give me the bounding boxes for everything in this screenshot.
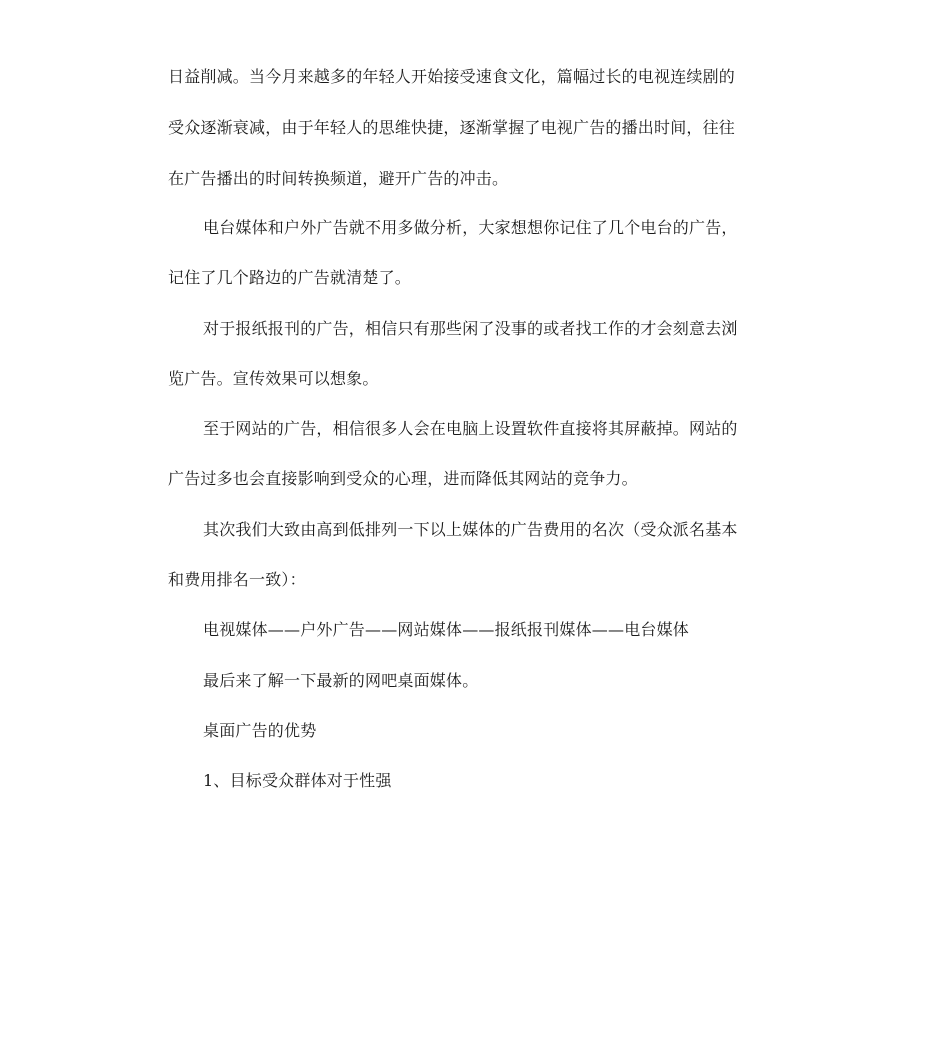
paragraph-1-line-3: 在广告播出的时间转换频道，避开广告的冲击。	[168, 169, 509, 188]
paragraph-4-line-2: 广告过多也会直接影响到受众的心理，进而降低其网站的竞争力。	[168, 469, 638, 488]
paragraph-5-line-1: 其次我们大致由高到低排列一下以上媒体的广告费用的名次（受众派名基本	[203, 520, 738, 539]
paragraph-2-line-2: 记住了几个路边的广告就清楚了。	[168, 268, 412, 287]
paragraph-3-line-2: 览广告。宣传效果可以想象。	[168, 369, 379, 388]
section-heading: 桌面广告的优势	[203, 721, 317, 740]
paragraph-4-line-1: 至于网站的广告，相信很多人会在电脑上设置软件直接将其屏蔽掉。网站的	[203, 419, 738, 438]
paragraph-3-line-1: 对于报纸报刊的广告，相信只有那些闲了没事的或者找工作的才会刻意去浏	[203, 319, 738, 338]
paragraph-1-line-1: 日益削减。当今月来越多的年轻人开始接受速食文化，篇幅过长的电视连续剧的	[168, 67, 736, 86]
paragraph-2-line-1: 电台媒体和户外广告就不用多做分析，大家想想你记住了几个电台的广告，	[203, 218, 738, 237]
paragraph-7-line-1: 最后来了解一下最新的网吧桌面媒体。	[203, 671, 479, 690]
paragraph-1-line-2: 受众逐渐衰减，由于年轻人的思维快捷，逐渐掌握了电视广告的播出时间，往往	[168, 118, 736, 137]
media-ranking-line: 电视媒体——户外广告——网站媒体——报纸报刊媒体——电台媒体	[203, 620, 690, 639]
list-item-1: 1、目标受众群体对于性强	[203, 771, 392, 790]
paragraph-5-line-2: 和费用排名一致）：	[168, 570, 306, 589]
